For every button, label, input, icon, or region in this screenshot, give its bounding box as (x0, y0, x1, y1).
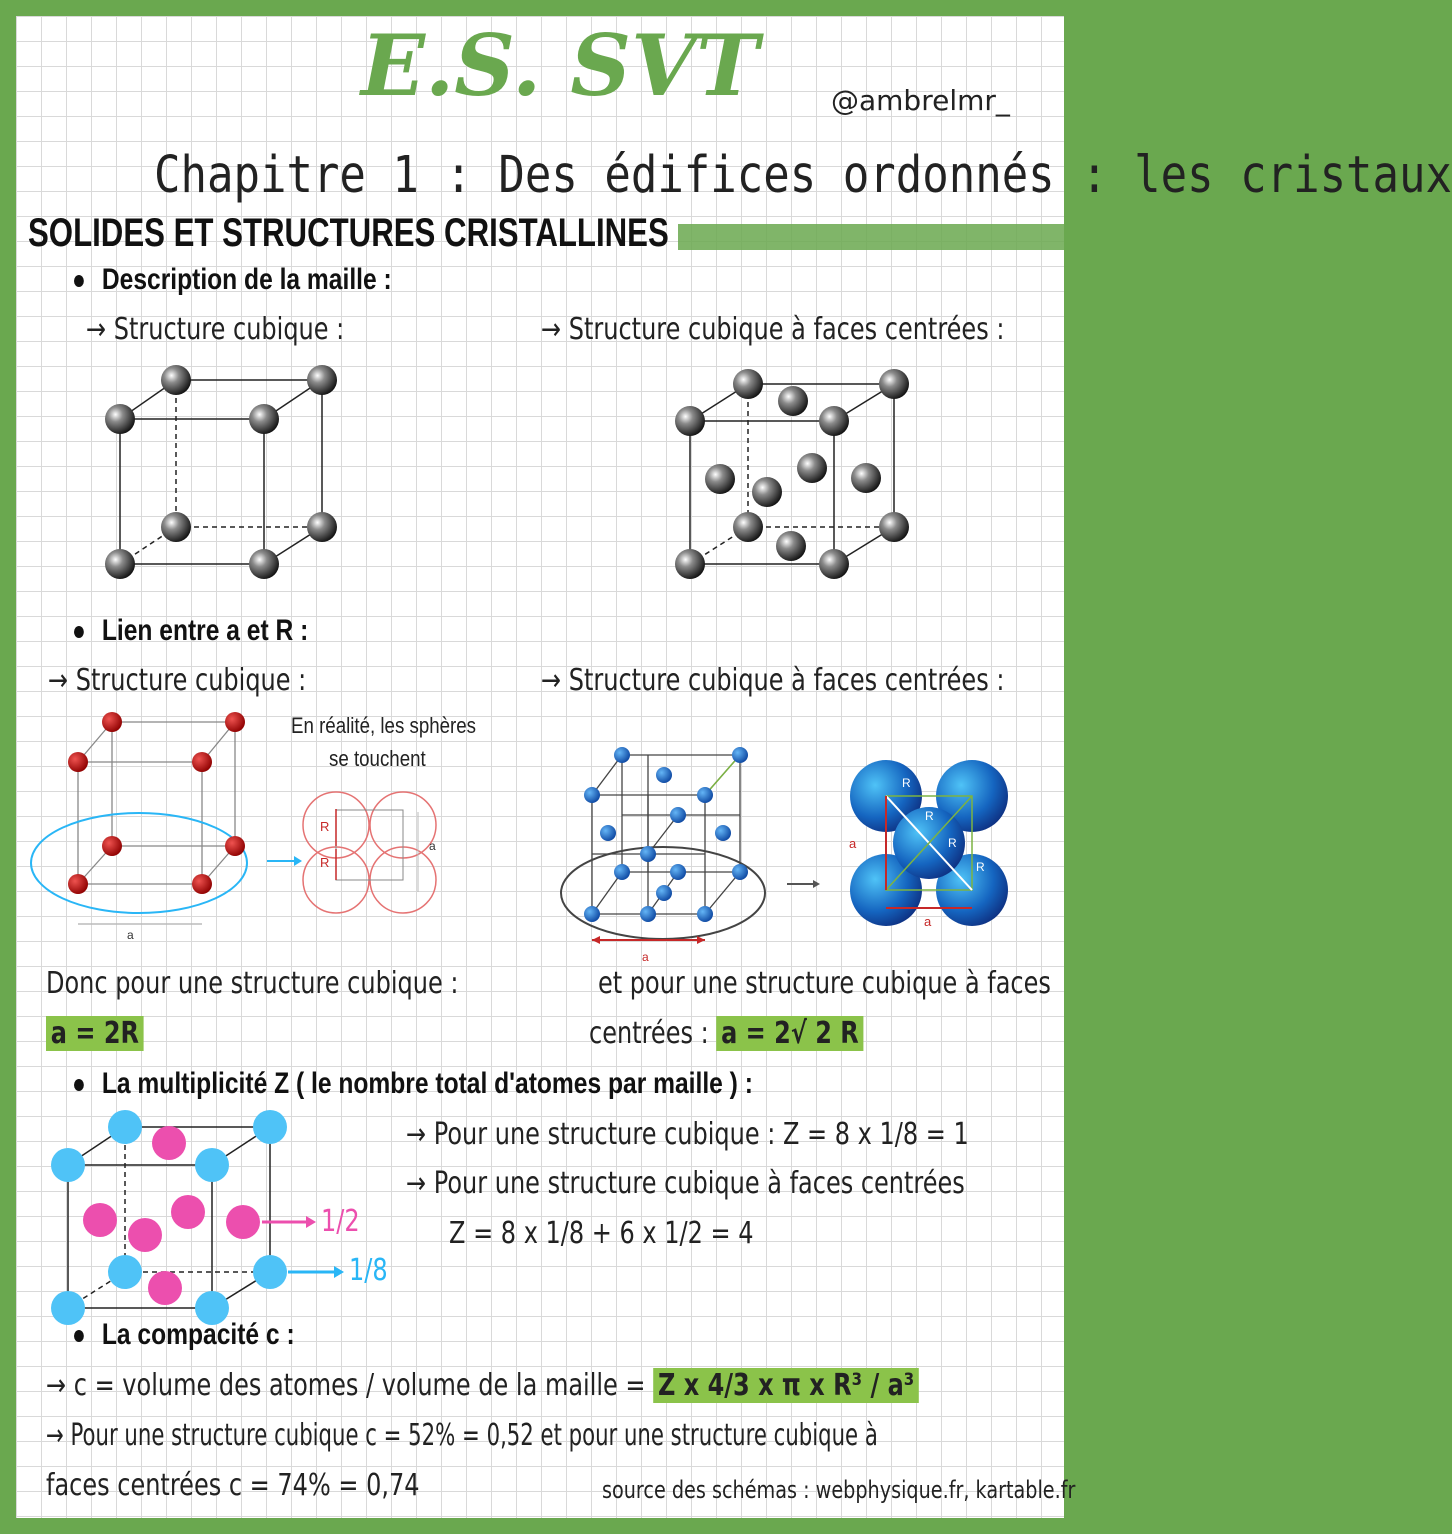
source-credit: source des schémas : webphysique.fr, kartable.fr (602, 1476, 1076, 1504)
diagram-multiplicity-cube (16, 16, 1064, 1518)
bullet-label: Description de la maille : (101, 263, 392, 296)
bullet-label: Lien entre a et R : (101, 614, 309, 647)
formula-cubic-a-2r: a = 2R (46, 1016, 144, 1051)
bullet-dot (74, 1330, 84, 1342)
label-r-face-4: R (976, 860, 985, 874)
bullet-label: La compacité c : (101, 1318, 295, 1351)
note-sheet (16, 16, 1452, 1518)
label-cubic-structure: → Structure cubique : (86, 312, 345, 347)
section-title: SOLIDES ET STRUCTURES CRISTALLINES (28, 211, 669, 255)
z-fcc-formula: Z = 8 x 1/8 + 6 x 1/2 = 4 (449, 1216, 754, 1251)
compacite-definition (46, 1368, 919, 1403)
label-r-face-3: R (948, 836, 957, 850)
compacite-values-line1: → Pour une structure cubique c = 52% = 0,52 et pour une structure cubique à (46, 1418, 878, 1453)
z-cubic-line: → Pour une structure cubique : Z = 8 x 1/8 = 1 (406, 1117, 969, 1152)
conclusion-cubic: Donc pour une structure cubique : (46, 966, 459, 1001)
label-r-top: R (320, 819, 330, 834)
label-a-face-side: a (849, 836, 857, 851)
label-corner-eighth: 1/8 (349, 1253, 388, 1288)
z-fcc-line: → Pour une structure cubique à faces centrées (406, 1166, 965, 1201)
logo-es-svt: E.S. SVT (361, 16, 759, 115)
label-r-bottom: R (320, 855, 330, 870)
label-face-half: 1/2 (321, 1204, 360, 1239)
label-r-face-1: R (902, 776, 911, 790)
label-fcc-structure-2: → Structure cubique à faces centrées : (541, 663, 1005, 698)
author-handle: @ambrelmr_ (831, 84, 1010, 117)
label-cubic-structure-2: → Structure cubique : (48, 663, 307, 698)
conclusion-fcc-line1: et pour une structure cubique à faces (598, 966, 1051, 1001)
bullet-label: La multiplicité Z ( le nombre total d'atomes par maille ) : (101, 1067, 753, 1100)
compacite-values-line2: faces centrées c = 74% = 0,74 (46, 1468, 420, 1503)
formula-fcc-a: a = 2√ 2 R (716, 1016, 863, 1051)
compacite-definition-text: → c = volume des atomes / volume de la maille = (46, 1368, 646, 1403)
note-spheres-touch-line2: se touchent (329, 746, 426, 771)
label-fcc-structure: → Structure cubique à faces centrées : (541, 312, 1005, 347)
label-a-fcc: a (642, 950, 649, 964)
label-r-face-2: R (925, 809, 934, 823)
bullet-compacite (74, 1318, 295, 1352)
compacite-formula: Z x 4/3 x π x R³ / a³ (653, 1368, 919, 1403)
label-a-face-bottom: a (924, 914, 932, 929)
conclusion-fcc-prefix: centrées : (589, 1016, 709, 1051)
note-spheres-touch-line1: En réalité, les sphères (291, 713, 477, 738)
chapter-title: Chapitre 1 : Des édifices ordonnés : les cristaux (154, 146, 1452, 205)
label-a-circles: a (429, 839, 436, 853)
label-a-cubic: a (127, 928, 134, 942)
